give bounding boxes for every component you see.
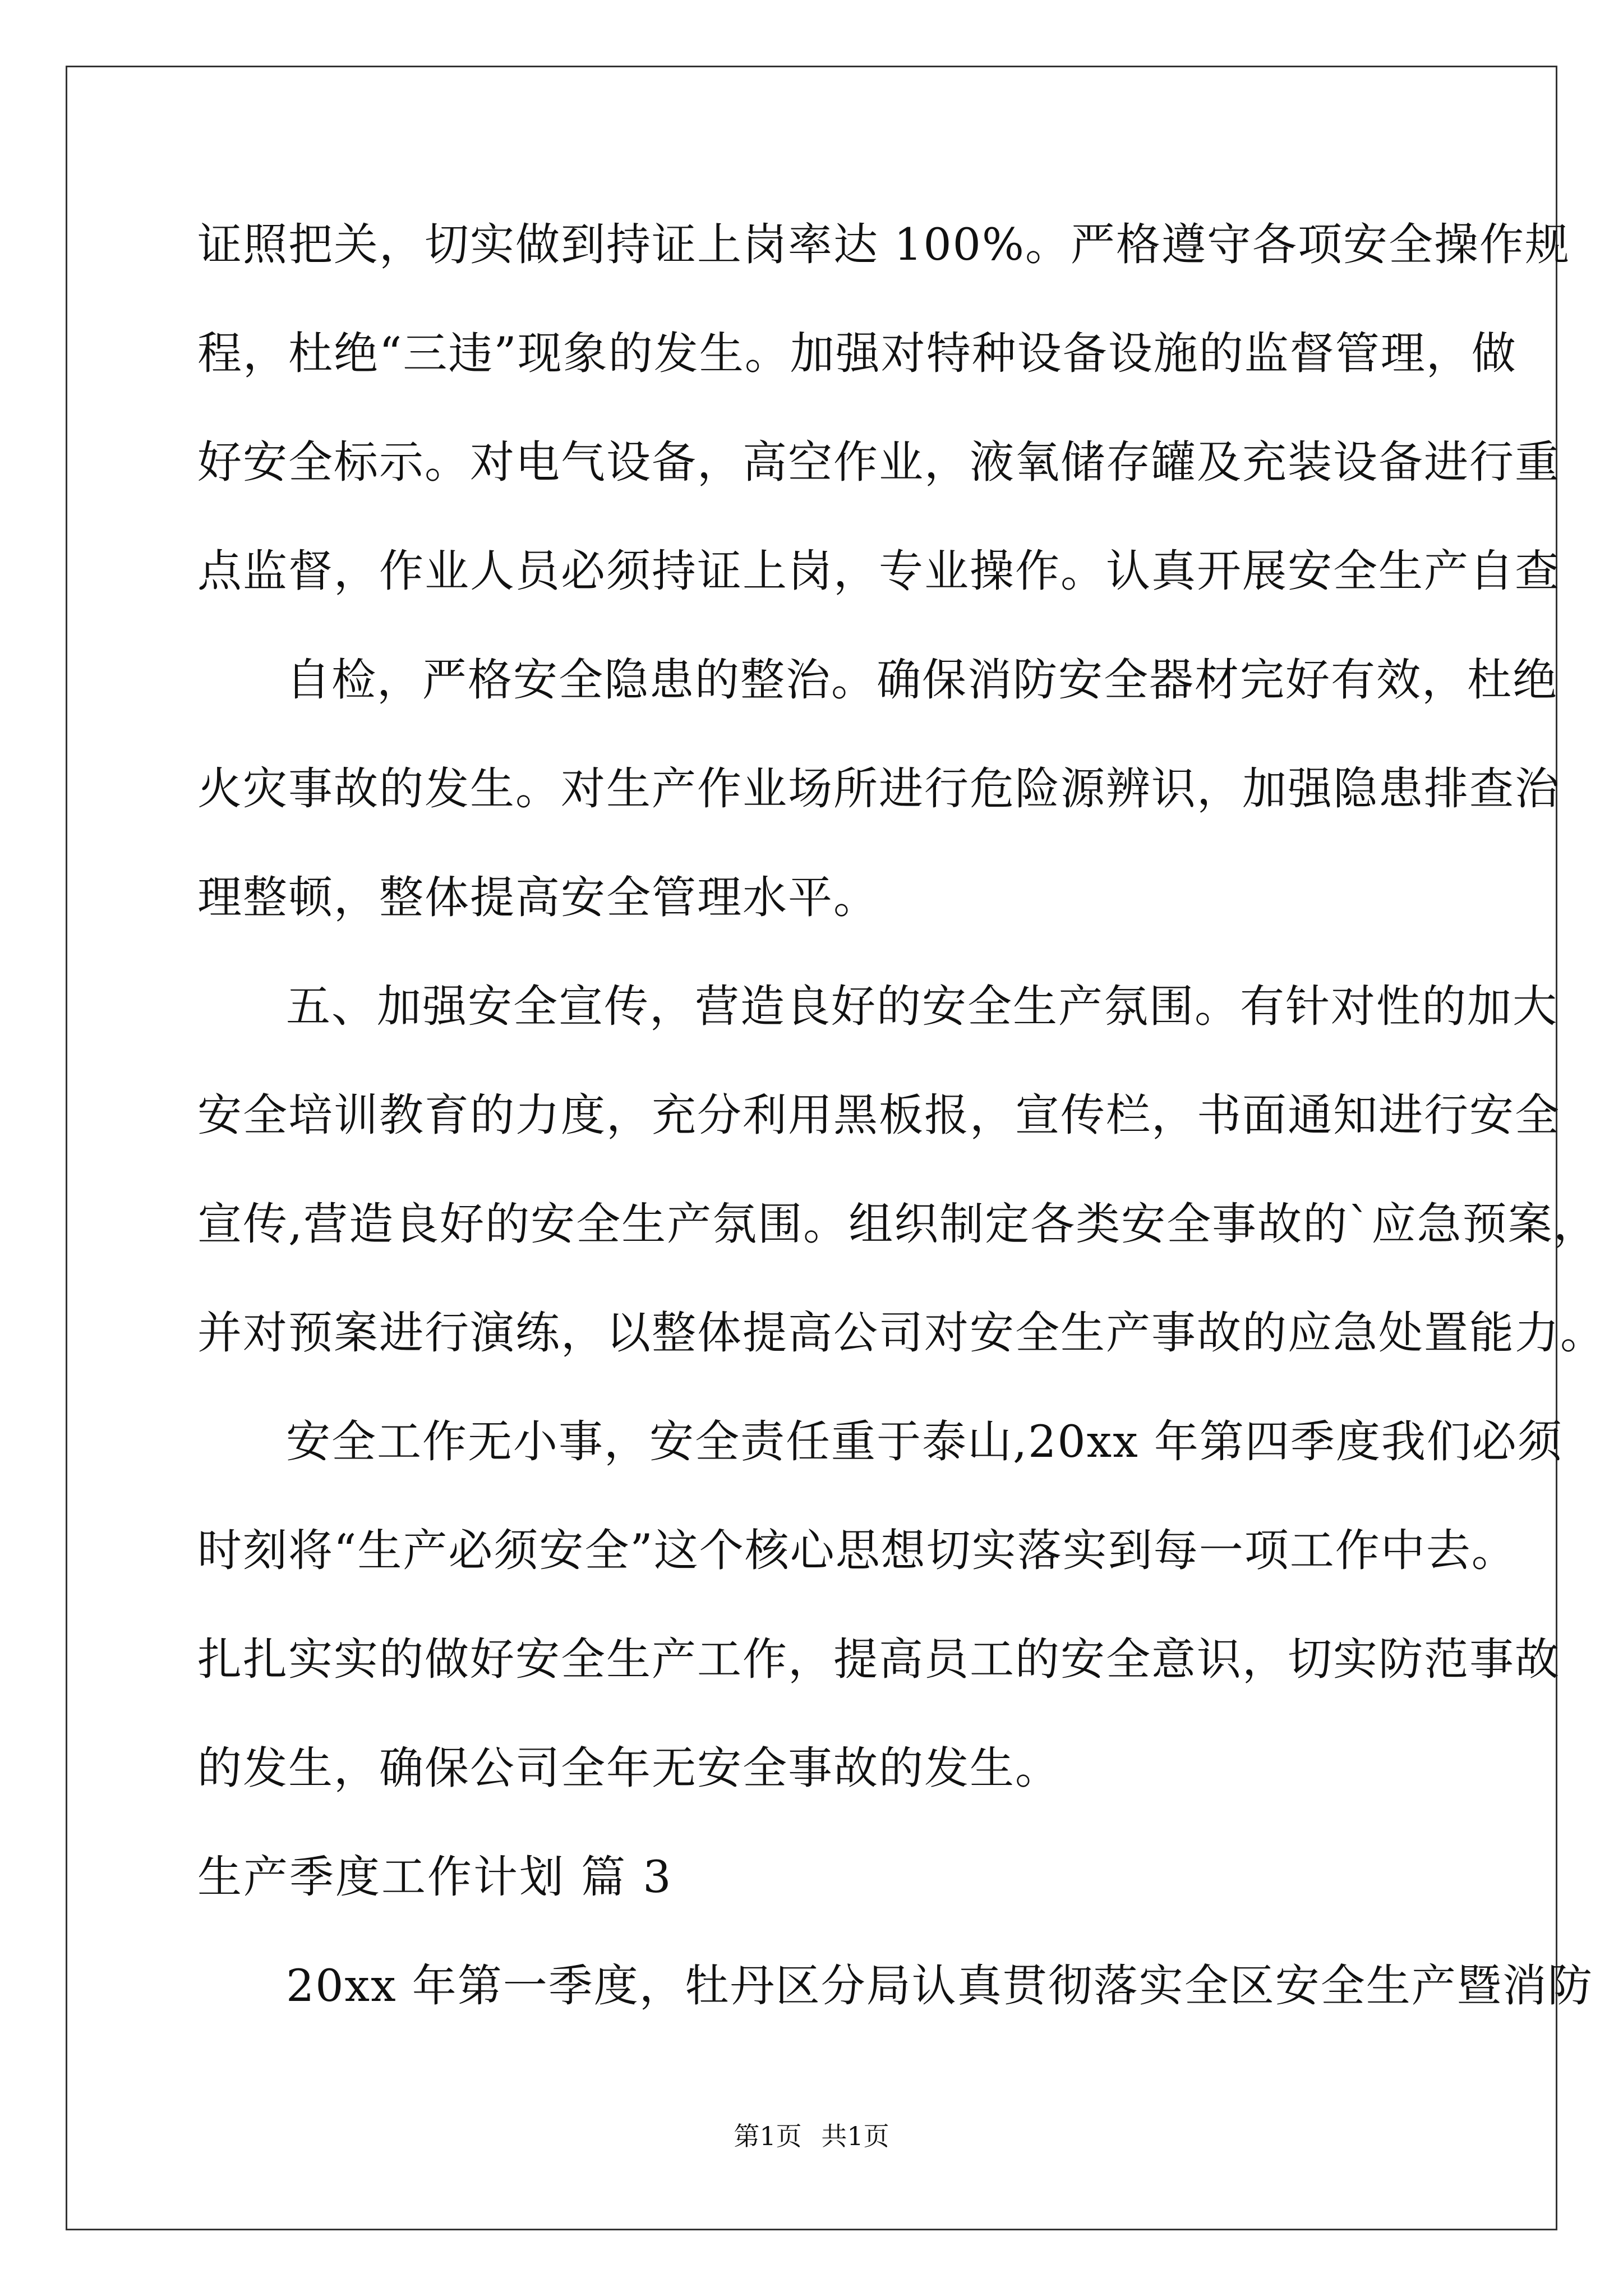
text-line: 时刻将“生产必须安全”这个核心思想切实落实到每一项工作中去。 xyxy=(197,1525,1517,1576)
text-line: 自检，严格安全隐患的整治。确保消防安全器材完好有效，杜绝 xyxy=(286,654,1558,706)
text-line: 理整顿，整体提高安全管理水平。 xyxy=(197,872,879,923)
text-line: 五、加强安全宣传，营造良好的安全生产氛围。有针对性的加大 xyxy=(286,981,1558,1032)
page-number: 第1页 xyxy=(734,2121,802,2151)
text-line: 的发生，确保公司全年无安全事故的发生。 xyxy=(197,1742,1061,1794)
text-line: 宣传,营造良好的安全生产氛围。组织制定各类安全事故的`应急预案， xyxy=(197,1198,1599,1250)
text-line: 并对预案进行演练，以整体提高公司对安全生产事故的应急处置能力。 xyxy=(197,1307,1606,1359)
text-line: 程，杜绝“三违”现象的发生。加强对特种设备设施的监督管理，做 xyxy=(197,328,1517,379)
text-line: 好安全标示。对电气设备，高空作业，液氧储存罐及充装设备进行重 xyxy=(197,436,1560,488)
page-total: 共1页 xyxy=(821,2121,889,2151)
text-line: 安全工作无小事，安全责任重于泰山,20xx 年第四季度我们必须 xyxy=(286,1416,1563,1467)
text-line: 点监督，作业人员必须持证上岗，专业操作。认真开展安全生产自查 xyxy=(197,545,1560,597)
page-footer xyxy=(0,2120,1623,2152)
section-heading: 生产季度工作计划 篇 3 xyxy=(197,1851,673,1903)
text-line: 安全培训教育的力度，充分利用黑板报，宣传栏，书面通知进行安全 xyxy=(197,1089,1560,1141)
text-line: 20xx 年第一季度，牡丹区分局认真贯彻落实全区安全生产暨消防 xyxy=(286,1960,1593,2012)
text-line: 证照把关，切实做到持证上岗率达 100%。严格遵守各项安全操作规 xyxy=(197,219,1570,270)
text-line: 扎扎实实的做好安全生产工作，提高员工的安全意识，切实防范事故 xyxy=(197,1634,1560,1685)
page-border xyxy=(66,66,1557,2230)
text-line: 火灾事故的发生。对生产作业场所进行危险源辨识，加强隐患排查治 xyxy=(197,763,1560,815)
